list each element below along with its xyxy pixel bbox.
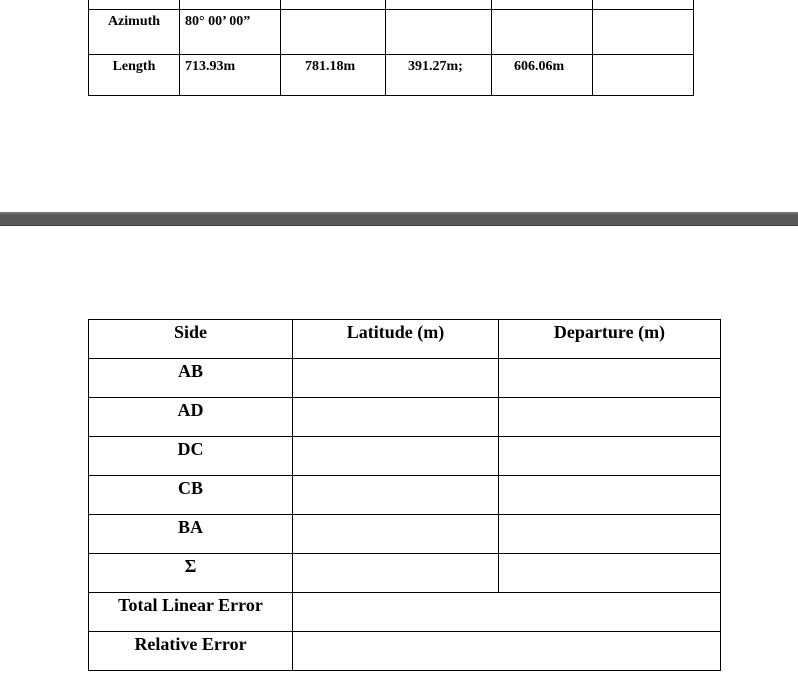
length-value-2: 781.18m (281, 55, 386, 96)
header-latitude: Latitude (m) (293, 320, 499, 359)
side-label: CB (89, 476, 293, 515)
departure-cell[interactable] (499, 437, 721, 476)
relative-error-value[interactable] (293, 632, 721, 671)
page-break-divider (0, 212, 798, 226)
azimuth-value-5 (593, 10, 694, 55)
latitude-cell[interactable] (293, 359, 499, 398)
latitude-cell[interactable] (293, 476, 499, 515)
relative-error-row (89, 632, 721, 671)
sum-row (89, 554, 721, 593)
table-header-row (89, 320, 721, 359)
header-side: Side (89, 320, 293, 359)
length-value-3: 391.27m; (386, 55, 492, 96)
length-label: Length (89, 55, 180, 96)
length-value-5 (593, 55, 694, 96)
latitude-sum-cell[interactable] (293, 554, 499, 593)
departure-sum-cell[interactable] (499, 554, 721, 593)
table-row (89, 476, 721, 515)
departure-cell[interactable] (499, 515, 721, 554)
azimuth-value-1: 80° 00’ 00” (180, 10, 281, 55)
table-row (89, 359, 721, 398)
table-row (89, 437, 721, 476)
table-row (89, 515, 721, 554)
page-break-highlight (0, 212, 798, 214)
table-cell (180, 0, 281, 10)
azimuth-value-3 (386, 10, 492, 55)
total-linear-error-value[interactable] (293, 593, 721, 632)
departure-cell[interactable] (499, 398, 721, 437)
total-linear-error-label: Total Linear Error (89, 593, 293, 632)
traverse-data-table (88, 0, 694, 96)
side-label: AB (89, 359, 293, 398)
azimuth-label: Azimuth (89, 10, 180, 55)
side-label: AD (89, 398, 293, 437)
azimuth-row (89, 10, 694, 55)
latitude-cell[interactable] (293, 437, 499, 476)
length-row (89, 55, 694, 96)
length-value-4: 606.06m (492, 55, 593, 96)
side-label: DC (89, 437, 293, 476)
departure-cell[interactable] (499, 476, 721, 515)
departure-cell[interactable] (499, 359, 721, 398)
table-cell (89, 0, 180, 10)
sum-label: Σ (89, 554, 293, 593)
table-cell (281, 0, 386, 10)
relative-error-label: Relative Error (89, 632, 293, 671)
total-linear-error-row (89, 593, 721, 632)
table-cell (386, 0, 492, 10)
azimuth-value-2 (281, 10, 386, 55)
latitude-cell[interactable] (293, 398, 499, 437)
side-label: BA (89, 515, 293, 554)
header-departure: Departure (m) (499, 320, 721, 359)
azimuth-value-4 (492, 10, 593, 55)
latitude-cell[interactable] (293, 515, 499, 554)
table-row-cutoff (89, 0, 694, 10)
table-cell (492, 0, 593, 10)
length-value-1: 713.93m (180, 55, 281, 96)
latitude-departure-table (88, 319, 721, 671)
table-row (89, 398, 721, 437)
table-cell (593, 0, 694, 10)
